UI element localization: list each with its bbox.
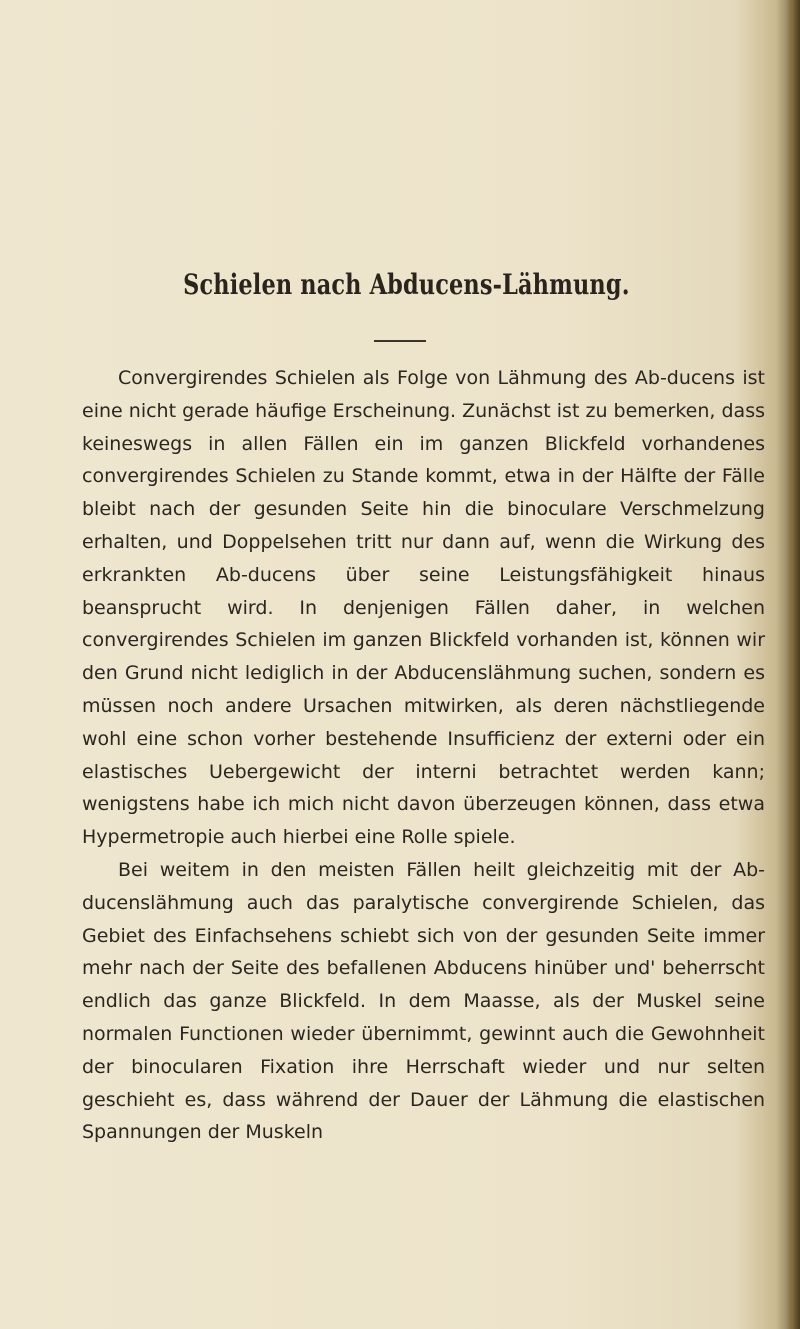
page-edge-shadow <box>786 0 800 1329</box>
paragraph-1: Convergirendes Schielen als Folge von Lähmung des Ab-ducens ist eine nicht gerade häufige Erscheinung. Zunächst ist zu bemerken, dass keineswegs in allen Fällen ein im ganzen Blickfeld vorhandenes convergirendes Schielen zu Stande kommt, etwa in der Hälfte der Fälle bleibt nach der gesunden Seite hin die binoculare Verschmelzung erhalten, und Doppelsehen tritt nur dann auf, wenn die Wirkung des erkrankten Ab-ducens über seine Leistungsfähigkeit hinaus beansprucht wird. In denjenigen Fällen daher, in welchen convergirendes Schielen im ganzen Blickfeld vorhanden ist, können wir den Grund nicht lediglich in der Abducenslähmung suchen, sondern es müssen noch andere Ursachen mitwirken, als deren nächstliegende wohl eine schon vorher bestehende Insufficienz der externi oder ein elastisches Uebergewicht der interni betrachtet werden kann; wenigstens habe ich mich nicht davon überzeugen können, dass etwa Hypermetropie auch hierbei eine Rolle spiele. <box>82 367 765 849</box>
body-text <box>82 362 765 1149</box>
page-title: Schielen nach Abducens-Lähmung. <box>183 268 630 301</box>
paragraph-2: Bei weitem in den meisten Fällen heilt gleichzeitig mit der Ab-ducenslähmung auch das paralytische convergirende Schielen, das Gebiet des Einfachsehens schiebt sich von der gesunden Seite immer mehr nach der Seite des befallenen Abducens hinüber und' beherrscht endlich das ganze Blickfeld. In dem Maasse, als der Muskel seine normalen Functionen wieder übernimmt, gewinnt auch die Gewohnheit der binocularen Fixation ihre Herrschaft wieder und nur selten geschieht es, dass während der Dauer der Lähmung die elastischen Spannungen der Muskeln <box>82 858 765 1144</box>
title-divider <box>374 340 426 342</box>
